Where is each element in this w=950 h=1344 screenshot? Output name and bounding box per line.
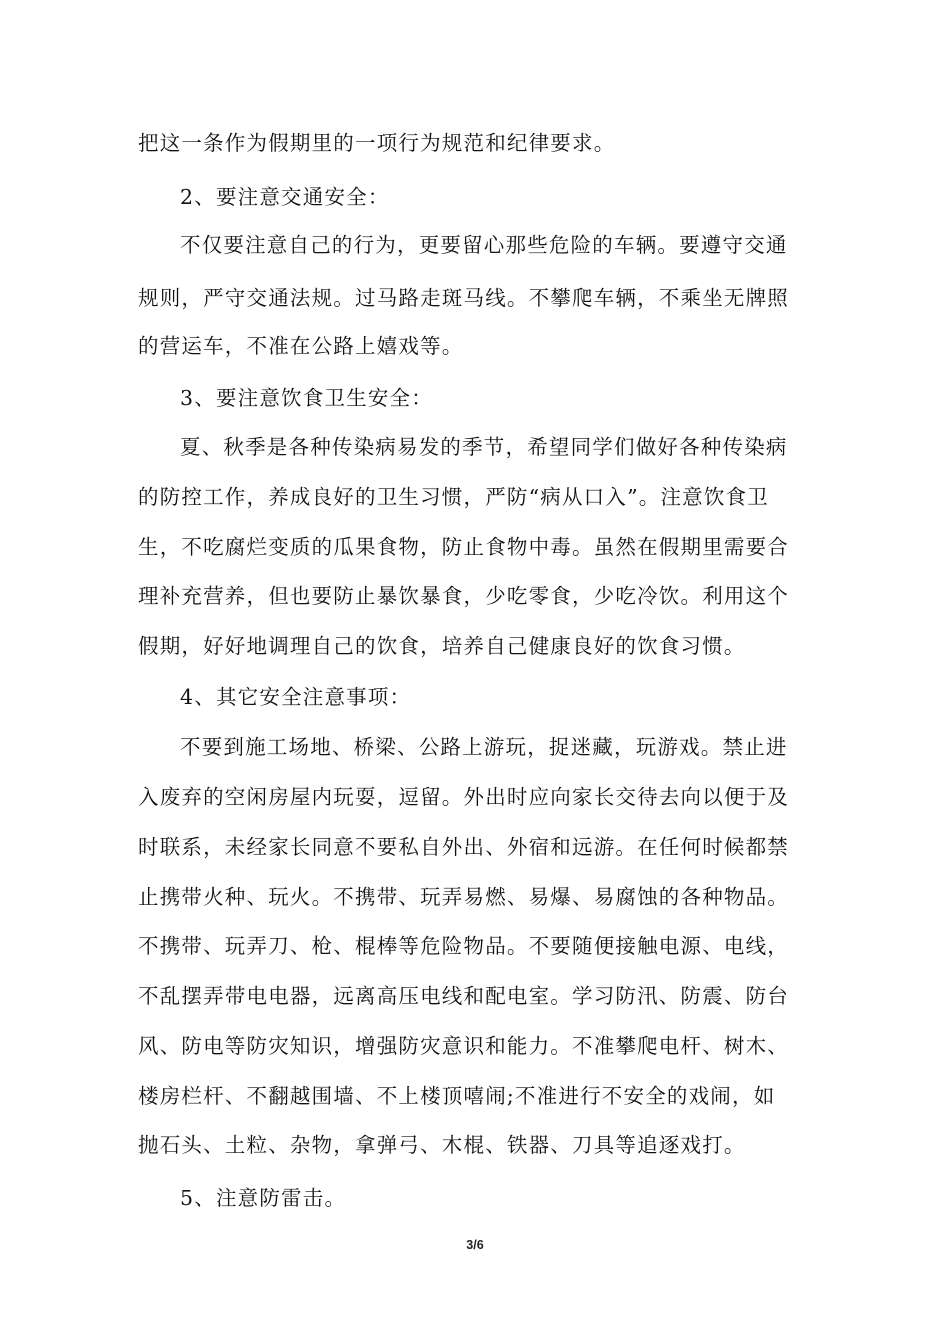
text-line: 入废弃的空闲房屋内玩耍，逗留。外出时应向家长交待去向以便于及 (138, 785, 789, 809)
text-line: 假期，好好地调理自己的饮食，培养自己健康良好的饮食习惯。 (138, 634, 746, 658)
section-heading-other: 4、其它安全注意事项： (180, 685, 412, 709)
text-line: 生，不吃腐烂变质的瓜果食物，防止食物中毒。虽然在假期里需要合 (138, 535, 789, 559)
text-line: 止携带火种、玩火。不携带、玩弄易燃、易爆、易腐蚀的各种物品。 (138, 885, 789, 909)
section-heading-lightning: 5、注意防雷击。 (180, 1186, 347, 1210)
text-line: 的营运车，不准在公路上嬉戏等。 (138, 334, 464, 358)
text-line: 夏、秋季是各种传染病易发的季节，希望同学们做好各种传染病 (180, 435, 788, 459)
text-line: 不要到施工场地、桥梁、公路上游玩，捉迷藏，玩游戏。禁止进 (180, 735, 788, 759)
text-line: 的防控工作，养成良好的卫生习惯，严防“病从口入”。注意饮食卫 (138, 485, 769, 509)
text-line: 不携带、玩弄刀、枪、棍棒等危险物品。不要随便接触电源、电线， (138, 934, 789, 958)
text-line: 风、防电等防灾知识，增强防灾意识和能力。不准攀爬电杆、树木、 (138, 1034, 789, 1058)
text-line: 抛石头、土粒、杂物，拿弹弓、木棍、铁器、刀具等追逐戏打。 (138, 1133, 746, 1157)
text-line: 规则，严守交通法规。过马路走斑马线。不攀爬车辆，不乘坐无牌照 (138, 286, 789, 310)
page-number: 3/6 (466, 1238, 484, 1252)
text-line: 不仅要注意自己的行为，更要留心那些危险的车辆。要遵守交通 (180, 233, 788, 257)
text-line: 不乱摆弄带电电器，远离高压电线和配电室。学习防汛、防震、防台 (138, 984, 789, 1008)
text-line: 把这一条作为假期里的一项行为规范和纪律要求。 (138, 131, 616, 155)
section-heading-food: 3、要注意饮食卫生安全： (180, 386, 433, 410)
text-line: 理补充营养，但也要防止暴饮暴食，少吃零食，少吃冷饮。利用这个 (138, 584, 789, 608)
section-heading-traffic: 2、要注意交通安全： (180, 185, 390, 209)
text-line: 时联系，未经家长同意不要私自外出、外宿和远游。在任何时候都禁 (138, 835, 789, 859)
text-line: 楼房栏杆、不翻越围墙、不上楼顶嘻闹;不准进行不安全的戏闹，如 (138, 1084, 776, 1108)
